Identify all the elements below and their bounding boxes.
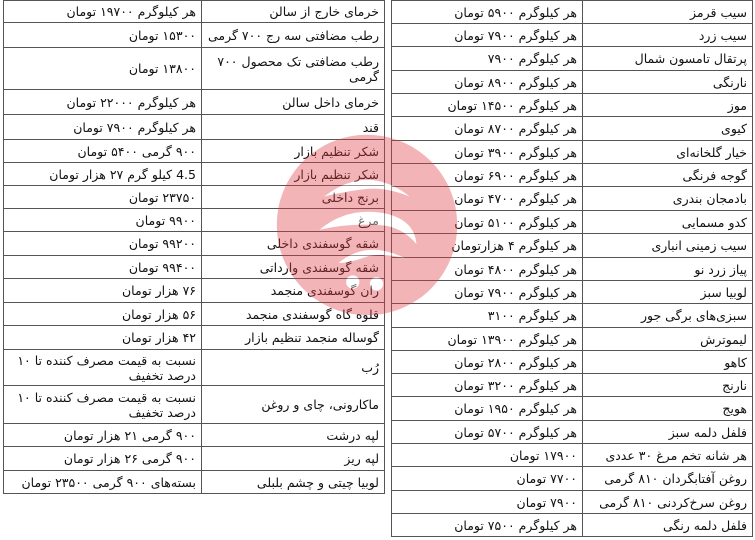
item-name-cell: لپه درشت <box>202 424 385 447</box>
table-row <box>4 140 385 163</box>
item-name-cell: کاهو <box>583 351 753 374</box>
item-name-cell: فلفل دلمه رنگی <box>583 514 753 537</box>
price-cell: ۹۹۰۰ تومان <box>4 209 202 232</box>
item-name-cell: پیاز زرد نو <box>583 258 753 281</box>
item-name-cell: هویج <box>583 397 753 421</box>
price-cell: ۲۳۷۵۰ تومان <box>4 186 202 209</box>
item-name-cell: موز <box>583 94 753 117</box>
table-row <box>392 187 753 211</box>
table-row <box>4 386 385 424</box>
item-name-cell: خرمای داخل سالن <box>202 90 385 115</box>
price-cell: ۹۰۰ گرمی ۵۴۰۰ تومان <box>4 140 202 163</box>
price-cell: هر کیلوگرم ۱۳۹۰۰ تومان <box>392 328 583 351</box>
table-row <box>4 424 385 447</box>
table-row <box>392 397 753 421</box>
table-row <box>4 303 385 326</box>
table-row <box>392 328 753 351</box>
item-name-cell: گوجه فرنگی <box>583 164 753 187</box>
price-cell: بسته‌های ۹۰۰ گرمی ۲۳۵۰۰ تومان <box>4 471 202 494</box>
price-cell: هر کیلوگرم ۶۹۰۰ تومان <box>392 164 583 187</box>
price-cell: نسبت به قیمت مصرف کننده تا ۱۰ درصد تخفیف <box>4 350 202 386</box>
item-name-cell: ماکارونی، چای و روغن <box>202 386 385 424</box>
right-price-table <box>391 0 753 537</box>
table-row <box>4 115 385 140</box>
price-cell: هر کیلوگرم ۳۹۰۰ تومان <box>392 141 583 164</box>
price-cell: ۹۰۰ گرمی ۲۶ هزار تومان <box>4 447 202 471</box>
item-name-cell: بادمجان بندری <box>583 187 753 211</box>
table-row <box>392 24 753 47</box>
price-cell: هر کیلوگرم ۳۱۰۰ <box>392 304 583 328</box>
price-cell: هر کیلوگرم ۷۹۰۰ تومان <box>392 281 583 304</box>
item-name-cell: مرغ <box>202 209 385 232</box>
item-name-cell: خیار گلخانه‌ای <box>583 141 753 164</box>
table-row <box>392 1 753 24</box>
table-row <box>4 186 385 209</box>
price-cell: هر کیلوگرم ۲۲۰۰۰ تومان <box>4 90 202 115</box>
table-row <box>392 514 753 537</box>
item-name-cell: نارنج <box>583 374 753 397</box>
price-cell: هر کیلوگرم ۱۴۵۰۰ تومان <box>392 94 583 117</box>
table-row <box>4 279 385 303</box>
item-name-cell: رطب مضافتی سه رج ۷۰۰ گرمی <box>202 23 385 48</box>
table-row <box>392 467 753 491</box>
item-name-cell: برنج داخلی <box>202 186 385 209</box>
table-row <box>392 117 753 141</box>
price-cell: هر کیلوگرم ۵۷۰۰ تومان <box>392 421 583 444</box>
item-name-cell: سبزی‌های برگی جور <box>583 304 753 328</box>
table-row <box>4 326 385 350</box>
table-row <box>4 48 385 90</box>
price-cell: هر کیلوگرم ۷۹۰۰ تومان <box>392 24 583 47</box>
price-cell: هر کیلوگرم ۵۹۰۰ تومان <box>392 1 583 24</box>
table-row <box>4 1 385 23</box>
price-cell: هر کیلوگرم ۵۱۰۰ تومان <box>392 211 583 234</box>
price-cell: ۷۶ هزار تومان <box>4 279 202 303</box>
price-cell: ۹۰۰ گرمی ۲۱ هزار تومان <box>4 424 202 447</box>
price-cell: ۵۶ هزار تومان <box>4 303 202 326</box>
table-row <box>4 163 385 186</box>
price-cell: هر کیلوگرم ۳۲۰۰ تومان <box>392 374 583 397</box>
item-name-cell: ران گوسفندی منجمد <box>202 279 385 303</box>
table-row <box>392 211 753 234</box>
item-name-cell: قند <box>202 115 385 140</box>
price-cell: ۷۷۰۰ تومان <box>392 467 583 491</box>
table-row <box>392 71 753 94</box>
price-cell: ۱۷۹۰۰ تومان <box>392 444 583 467</box>
table-row <box>392 141 753 164</box>
price-cell: 4.5 کیلو گرم ۲۷ هزار تومان <box>4 163 202 186</box>
item-name-cell: شقه گوسفندی وارداتی <box>202 256 385 279</box>
table-row <box>4 256 385 279</box>
price-cell: هر کیلوگرم ۷۹۰۰ <box>392 47 583 71</box>
item-name-cell: لوبیا چیتی و چشم بلبلی <box>202 471 385 494</box>
table-row <box>392 491 753 514</box>
item-name-cell: لوبیا سبز <box>583 281 753 304</box>
item-name-cell: شکر تنظیم بازار <box>202 140 385 163</box>
table-row <box>392 351 753 374</box>
table-row <box>392 234 753 258</box>
table-row <box>392 94 753 117</box>
item-name-cell: کدو مسمایی <box>583 211 753 234</box>
price-cell: هر کیلوگرم ۴۸۰۰ تومان <box>392 258 583 281</box>
item-name-cell: کیوی <box>583 117 753 141</box>
item-name-cell: قلوه گاه گوسفندی منجمد <box>202 303 385 326</box>
price-cell: هر کیلوگرم ۱۹۵۰ تومان <box>392 397 583 421</box>
table-row <box>392 421 753 444</box>
item-name-cell: سیب زمینی انباری <box>583 234 753 258</box>
item-name-cell: نارنگی <box>583 71 753 94</box>
item-name-cell: شقه گوسفندی داخلی <box>202 232 385 256</box>
table-row <box>392 47 753 71</box>
price-cell: هر کیلوگرم ۷۵۰۰ تومان <box>392 514 583 537</box>
price-cell: هر کیلوگرم ۱۹۷۰۰ تومان <box>4 1 202 23</box>
price-cell: ۷۹۰۰ تومان <box>392 491 583 514</box>
table-row <box>392 304 753 328</box>
item-name-cell: رطب مضافتی تک محصول ۷۰۰ گرمی <box>202 48 385 90</box>
table-row <box>4 350 385 386</box>
price-cell: نسبت به قیمت مصرف کننده تا ۱۰ درصد تخفیف <box>4 386 202 424</box>
table-row <box>392 444 753 467</box>
price-cell: ۱۵۳۰۰ تومان <box>4 23 202 48</box>
item-name-cell: لپه ریز <box>202 447 385 471</box>
price-cell: هر کیلوگرم ۴۷۰۰ تومان <box>392 187 583 211</box>
item-name-cell: سیب زرد <box>583 24 753 47</box>
table-row <box>4 447 385 471</box>
price-cell: هر کیلوگرم ۸۹۰۰ تومان <box>392 71 583 94</box>
price-cell: ۹۹۲۰۰ تومان <box>4 232 202 256</box>
price-cell: ۴۲ هزار تومان <box>4 326 202 350</box>
table-row <box>4 209 385 232</box>
item-name-cell: روغن آفتابگردان ۸۱۰ گرمی <box>583 467 753 491</box>
table-row <box>4 23 385 48</box>
item-name-cell: رُب <box>202 350 385 386</box>
price-cell: هر کیلوگرم ۴ هزارتومان <box>392 234 583 258</box>
item-name-cell: سیب قرمز <box>583 1 753 24</box>
price-cell: ۱۳۸۰۰ تومان <box>4 48 202 90</box>
price-cell: هر کیلوگرم ۸۷۰۰ تومان <box>392 117 583 141</box>
item-name-cell: هر شانه تخم مرغ ۳۰ عددی <box>583 444 753 467</box>
table-row <box>4 232 385 256</box>
item-name-cell: شکر تنظیم بازار <box>202 163 385 186</box>
table-row <box>392 258 753 281</box>
item-name-cell: لیموترش <box>583 328 753 351</box>
price-cell: هر کیلوگرم ۷۹۰۰ تومان <box>4 115 202 140</box>
price-cell: هر کیلوگرم ۲۸۰۰ تومان <box>392 351 583 374</box>
table-row <box>4 90 385 115</box>
table-row <box>392 281 753 304</box>
item-name-cell: فلفل دلمه سبز <box>583 421 753 444</box>
table-row <box>392 374 753 397</box>
item-name-cell: روغن سرخ‌کردنی ۸۱۰ گرمی <box>583 491 753 514</box>
item-name-cell: گوساله منجمد تنظیم بازار <box>202 326 385 350</box>
item-name-cell: پرتقال تامسون شمال <box>583 47 753 71</box>
table-row <box>4 471 385 494</box>
price-cell: ۹۹۴۰۰ تومان <box>4 256 202 279</box>
item-name-cell: خرمای خارج از سالن <box>202 1 385 23</box>
left-price-table <box>3 0 385 494</box>
table-row <box>392 164 753 187</box>
